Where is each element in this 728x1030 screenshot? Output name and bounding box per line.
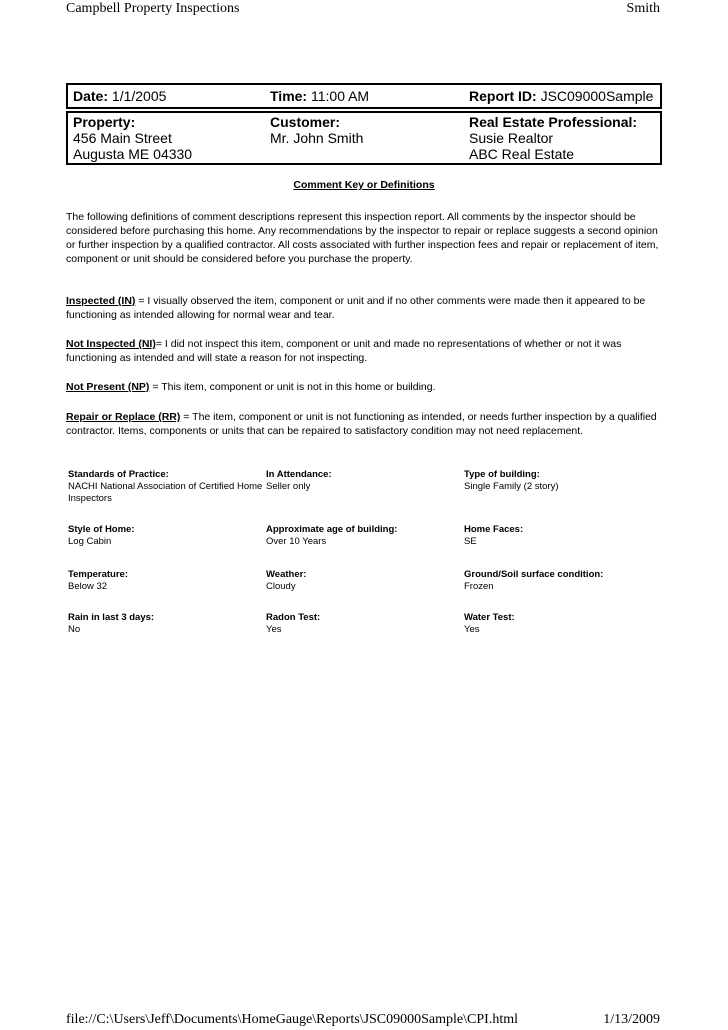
definition-term: Not Present (NP) xyxy=(66,381,150,393)
time-cell xyxy=(265,85,465,107)
page-header-company: Campbell Property Inspections xyxy=(66,1,240,16)
detail-value: Log Cabin xyxy=(68,536,112,547)
definition-term: Repair or Replace (RR) xyxy=(66,411,181,423)
detail-temperature xyxy=(68,569,264,593)
definition-text: = This item, component or unit is not in this home or building. xyxy=(149,381,436,393)
report-info-box xyxy=(66,83,662,165)
detail-soil xyxy=(464,569,664,593)
report-info-row-top xyxy=(66,83,662,109)
customer-label: Customer: xyxy=(270,114,341,130)
detail-label: Temperature: xyxy=(68,569,129,580)
report-id-cell xyxy=(465,85,660,107)
comment-key-title: Comment Key or Definitions xyxy=(293,179,435,191)
detail-label: Style of Home: xyxy=(68,524,135,535)
definition-not-inspected xyxy=(66,337,664,365)
detail-label: Weather: xyxy=(266,569,307,580)
definition-text: = I visually observed the item, component or unit and if no other comments were made then it appeared to be functioning as intended allowing for normal wear and tear. xyxy=(66,295,646,321)
time-label: Time: xyxy=(270,88,308,104)
detail-value: NACHI National Association of Certified Home Inspectors xyxy=(68,481,263,504)
definition-text: = I did not inspect this item, component or unit and made no representations of whether or not it was functioning as intended and will state a reason for not inspecting. xyxy=(66,338,622,364)
detail-radon xyxy=(266,612,462,636)
comment-key-intro: The following definitions of comment descriptions represent this inspection report. All comments by the inspector should be considered before purchasing this home. Any recommendations by the inspector to repair or replace suggests a second opinion or further inspection by a qualified contractor. All costs associated with further inspection fees and repair or replacement of item, component or unit should be considered before you purchase the property. xyxy=(66,211,659,265)
detail-label: Home Faces: xyxy=(464,524,524,535)
property-address-line2: Augusta ME 04330 xyxy=(73,146,193,162)
detail-value: SE xyxy=(464,536,477,547)
detail-label: Radon Test: xyxy=(266,612,321,623)
detail-value: Single Family (2 story) xyxy=(464,481,559,492)
property-address-line1: 456 Main Street xyxy=(73,130,172,146)
detail-label: Water Test: xyxy=(464,612,515,623)
date-label: Date: xyxy=(73,88,109,104)
detail-standards xyxy=(68,469,264,505)
report-id-label: Report ID: xyxy=(469,88,537,104)
report-info-row-parties xyxy=(66,111,662,165)
definition-term: Inspected (IN) xyxy=(66,295,136,307)
detail-rain xyxy=(68,612,264,636)
detail-water xyxy=(464,612,664,636)
detail-value: Seller only xyxy=(266,481,311,492)
time-value: 11:00 AM xyxy=(310,88,370,104)
agent-name: Susie Realtor xyxy=(469,130,554,146)
page-header-client: Smith xyxy=(626,1,660,16)
definition-inspected xyxy=(66,294,664,322)
detail-age xyxy=(266,524,462,548)
detail-style xyxy=(68,524,264,548)
agent-cell xyxy=(465,113,660,163)
definition-not-present xyxy=(66,380,664,394)
detail-value: Yes xyxy=(464,624,480,635)
definition-repair-replace xyxy=(66,410,664,438)
detail-label: Type of building: xyxy=(464,469,540,480)
date-cell xyxy=(68,85,265,107)
detail-attendance xyxy=(266,469,462,493)
page-footer-file-path: file://C:\Users\Jeff\Documents\HomeGauge\Reports\JSC09000Sample\CPI.html xyxy=(66,1012,518,1027)
detail-label: Ground/Soil surface condition: xyxy=(464,569,604,580)
definition-term: Not Inspected (NI) xyxy=(66,338,156,350)
date-value: 1/1/2005 xyxy=(111,88,167,104)
agent-label: Real Estate Professional: xyxy=(469,114,638,130)
detail-faces xyxy=(464,524,664,548)
detail-value: Frozen xyxy=(464,581,494,592)
page-footer-date: 1/13/2009 xyxy=(603,1012,660,1027)
customer-cell xyxy=(265,113,465,163)
detail-weather xyxy=(266,569,462,593)
detail-label: In Attendance: xyxy=(266,469,332,480)
report-id-value: JSC09000Sample xyxy=(540,88,654,104)
detail-value: Over 10 Years xyxy=(266,536,327,547)
customer-name: Mr. John Smith xyxy=(270,130,364,146)
detail-value: Below 32 xyxy=(68,581,108,592)
detail-value: Cloudy xyxy=(266,581,296,592)
detail-label: Standards of Practice: xyxy=(68,469,169,480)
detail-value: No xyxy=(68,624,81,635)
property-label: Property: xyxy=(73,114,136,130)
detail-value: Yes xyxy=(266,624,282,635)
property-cell xyxy=(68,113,265,163)
detail-label: Approximate age of building: xyxy=(266,524,398,535)
detail-label: Rain in last 3 days: xyxy=(68,612,155,623)
detail-building-type xyxy=(464,469,664,493)
agent-company: ABC Real Estate xyxy=(469,146,575,162)
definition-text: = The item, component or unit is not functioning as intended, or needs further inspection by a qualified contractor. Items, components or units that can be repaired to satisfactory condition may not need replacement. xyxy=(66,411,657,437)
